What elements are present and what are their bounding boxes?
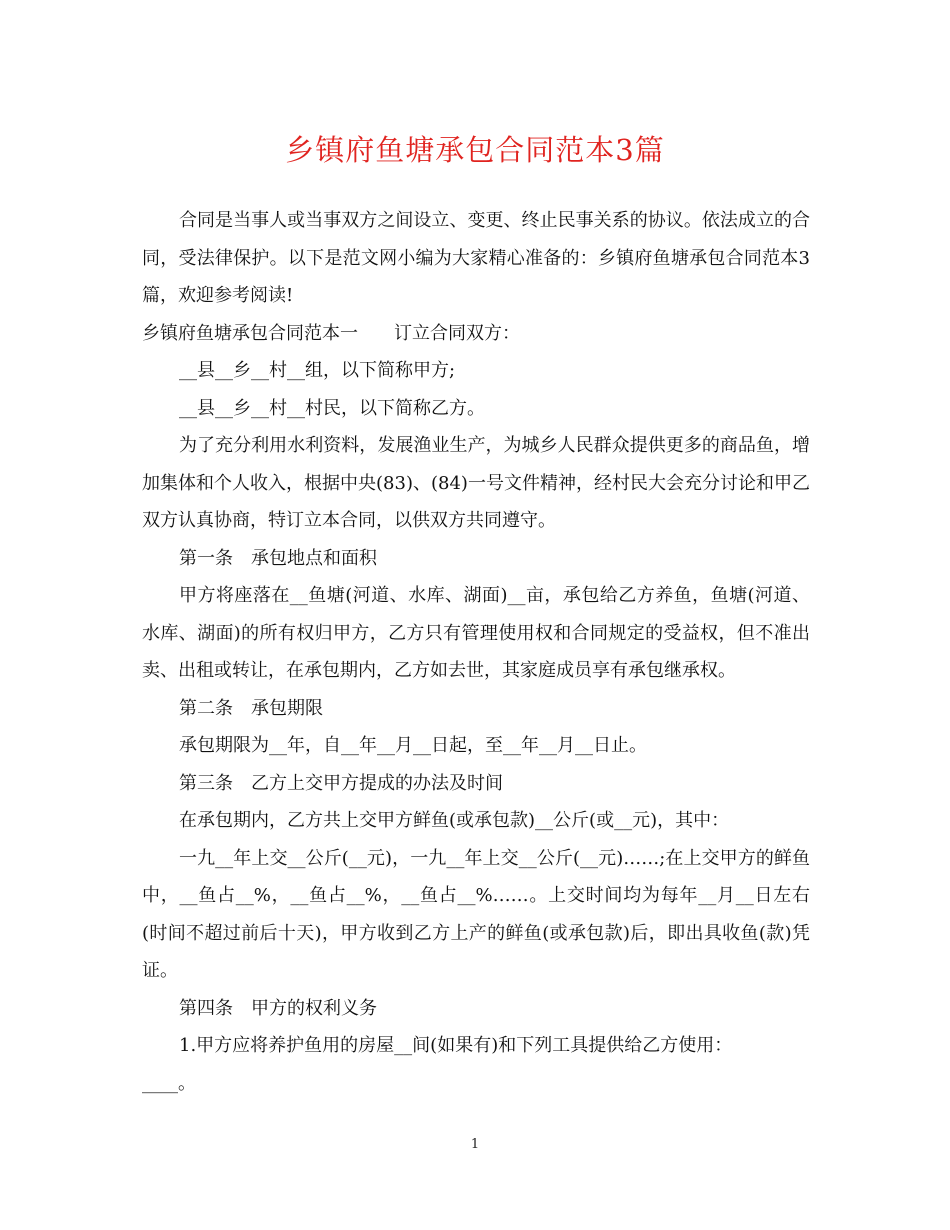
party-b-line: __县__乡__村__村民，以下简称乙方。 (179, 397, 485, 419)
document-body (142, 202, 810, 1102)
article-1-heading: 第一条 承包地点和面积 (179, 547, 377, 569)
intro-paragraph: 合同是当事人或当事双方之间设立、变更、终止民事关系的协议。依法成立的合同，受法律保护。以下是范文网小编为大家精心准备的：乡镇府鱼塘承包合同范本3篇，欢迎参考阅读! (142, 210, 810, 306)
article-3-body: 在承包期内，乙方共上交甲方鲜鱼(或承包款)__公斤(或__元)，其中： (179, 810, 730, 831)
contract-one-heading: 乡镇府鱼塘承包合同范本一 订立合同双方： (142, 322, 520, 344)
article-4-item-1: 1.甲方应将养护鱼用的房屋__间(如果有)和下列工具提供给乙方使用： (179, 1035, 733, 1056)
document-title: 乡镇府鱼塘承包合同范本3篇 (285, 133, 665, 167)
blank-fill-line: ____。 (142, 1072, 196, 1094)
purpose-paragraph: 为了充分利用水利资料，发展渔业生产，为城乡人民群众提供更多的商品鱼，增加集体和个人收入，根据中央(83)、(84)一号文件精神，经村民大会充分讨论和甲乙双方认真协商，特订立本合同，以供双方共同遵守。 (142, 435, 810, 531)
page-number: 1 (470, 1137, 480, 1152)
article-2-heading: 第二条 承包期限 (179, 697, 323, 719)
article-4-heading: 第四条 甲方的权利义务 (179, 997, 377, 1019)
article-3-heading: 第三条 乙方上交甲方提成的办法及时间 (179, 772, 503, 794)
article-2-body: 承包期限为__年，自__年__月__日起，至__年__月__日止。 (179, 735, 647, 756)
party-a-line: __县__乡__村__组，以下简称甲方; (179, 360, 456, 381)
article-3-detail: 一九__年上交__公斤(__元)，一九__年上交__公斤(__元)……;在上交甲方的鲜鱼中，__鱼占__%，__鱼占__%，__鱼占__%……。上交时间均为每年__月__日左右(时间不超过前后十天)，甲方收到乙方上产的鲜鱼(或承包款)后，即出具收鱼(款)凭证。 (142, 847, 810, 981)
article-1-body: 甲方将座落在__鱼塘(河道、水库、湖面)__亩，承包给乙方养鱼，鱼塘(河道、水库、湖面)的所有权归甲方，乙方只有管理使用权和合同规定的受益权，但不准出卖、出租或转让，在承包期内，乙方如去世，其家庭成员享有承包继承权。 (142, 585, 810, 681)
